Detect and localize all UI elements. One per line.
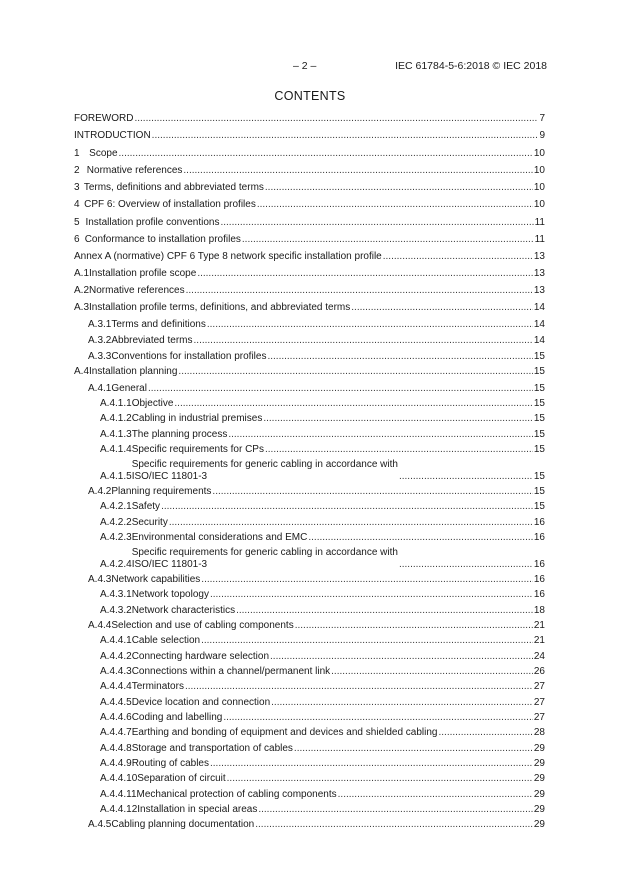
toc-entry[interactable] (74, 268, 545, 280)
toc-entry[interactable] (74, 620, 545, 632)
toc-entry-number: A.4.2.4 (100, 559, 132, 570)
toc-entry-number: A.4.4.6 (100, 712, 132, 723)
contents-title: CONTENTS (274, 89, 346, 103)
toc-entry-number: 5 (74, 217, 80, 228)
toc-entry-label: FOREWORD (74, 113, 134, 124)
toc-leader-dots (294, 743, 533, 755)
toc-entry-number: 1 (74, 148, 80, 159)
toc-entry[interactable] (74, 697, 545, 709)
toc-entry-number: A.3 (74, 302, 90, 313)
toc-leader-dots (207, 319, 533, 331)
toc-entry-number: A.4.5 (88, 819, 112, 830)
toc-leader-dots (210, 589, 533, 601)
toc-entry-page: 18 (533, 605, 545, 616)
toc-entry-page: 16 (533, 532, 545, 543)
toc-leader-dots (438, 727, 532, 739)
toc-entry[interactable] (74, 199, 545, 211)
toc-entry-number: A.3.2 (88, 335, 112, 346)
toc-entry-number: A.4.4.1 (100, 635, 132, 646)
toc-entry[interactable] (74, 459, 545, 483)
toc-entry-number: A.4.1.5 (100, 471, 132, 482)
toc-entry-label: Storage and transportation of cables (131, 743, 293, 754)
toc-entry-number: A.4.2.1 (100, 501, 132, 512)
toc-entry-page: 26 (533, 666, 545, 677)
toc-entry-page: 16 (533, 574, 545, 585)
toc-entry-label: Network capabilities (111, 574, 201, 585)
toc-entry-page: 29 (533, 758, 545, 769)
toc-leader-dots (265, 182, 533, 194)
toc-entry-page: 10 (533, 165, 545, 176)
toc-entry-number: A.4.4.7 (100, 727, 132, 738)
toc-leader-dots (331, 666, 533, 678)
toc-entry-number: A.4.1.3 (100, 429, 132, 440)
toc-entry[interactable] (74, 666, 545, 678)
toc-leader-dots (267, 351, 532, 363)
toc-entry-label: Conformance to installation profiles (84, 234, 241, 245)
toc-entry[interactable] (74, 319, 545, 331)
toc-entry-label: Installation profile conventions (85, 217, 220, 228)
toc-leader-dots (134, 113, 538, 125)
toc-entry-number: A.4.4.4 (100, 681, 132, 692)
toc-entry[interactable] (74, 335, 545, 347)
toc-entry-label: Cabling planning documentation (111, 819, 255, 830)
toc-leader-dots (383, 251, 533, 263)
toc-entry-number: A.4.3.2 (100, 605, 132, 616)
toc-entry[interactable] (74, 635, 545, 647)
toc-entry-page: 29 (533, 804, 545, 815)
toc-entry-page: 13 (533, 251, 545, 262)
toc-leader-dots (228, 429, 533, 441)
toc-entry-label: Network topology (131, 589, 209, 600)
toc-leader-dots (351, 302, 533, 314)
toc-entry-page: 15 (533, 486, 545, 497)
toc-entry-label: Terms and definitions (111, 319, 206, 330)
toc-entry-page: 14 (533, 319, 545, 330)
toc-entry[interactable] (74, 758, 545, 770)
toc-entry[interactable] (74, 444, 545, 456)
toc-entry[interactable] (74, 651, 545, 663)
toc-entry-page: 13 (533, 285, 545, 296)
toc-entry-label: Environmental considerations and EMC (131, 532, 308, 543)
toc-entry-label: Installation profile terms, definitions, and abbreviated terms (89, 302, 351, 313)
toc-entry-label-continued: ISO/IEC 11801-3 (131, 471, 208, 482)
toc-entry-page: 16 (533, 559, 545, 570)
toc-entry-label-block (132, 459, 398, 483)
toc-entry[interactable] (74, 773, 545, 785)
toc-entry-label: Installation profile scope (89, 268, 197, 279)
toc-entry-label: Terms, definitions and abbreviated terms (83, 182, 264, 193)
toc-entry-number: A.3.3 (88, 351, 112, 362)
toc-entry-page: 15 (533, 366, 545, 377)
toc-entry[interactable] (74, 351, 545, 363)
toc-entry-page: 29 (533, 819, 545, 830)
toc-entry[interactable] (74, 727, 545, 739)
toc-leader-dots (152, 130, 539, 142)
toc-entry[interactable] (74, 501, 545, 513)
toc-entry-label: Installation planning (89, 366, 178, 377)
toc-entry-label: Safety (131, 501, 161, 512)
toc-entry-number: A.4.4.2 (100, 651, 132, 662)
toc-entry-page: 27 (533, 681, 545, 692)
toc-entry-label: Normative references (86, 165, 183, 176)
toc-leader-dots (257, 199, 533, 211)
toc-leader-dots (201, 574, 533, 586)
toc-entry-number: 3 (74, 182, 80, 193)
toc-leader-dots (201, 635, 533, 647)
toc-entry-number: A.4.2.2 (100, 517, 132, 528)
toc-leader-dots (295, 620, 533, 632)
toc-leader-dots (174, 398, 532, 410)
toc-leader-dots (161, 501, 533, 513)
toc-entry-number: 2 (74, 165, 80, 176)
toc-entry-page: 15 (533, 444, 545, 455)
toc-entry-number: A.4.4.5 (100, 697, 132, 708)
toc-entry-label: Security (131, 517, 168, 528)
toc-entry-page: 10 (533, 148, 545, 159)
toc-leader-dots (148, 383, 533, 395)
toc-entry-label-block (132, 547, 398, 571)
toc-entry-page: 21 (533, 620, 545, 631)
toc-entry-page: 13 (533, 268, 545, 279)
toc-entry-number: A.4.3.1 (100, 589, 132, 600)
toc-entry-label-continued: ISO/IEC 11801-3 (131, 559, 208, 570)
toc-leader-dots (169, 517, 533, 529)
toc-entry-page: 16 (533, 589, 545, 600)
toc-entry[interactable] (74, 589, 545, 601)
toc-entry-number: A.4.1.2 (100, 413, 132, 424)
toc-entry[interactable] (74, 712, 545, 724)
toc-entry-number: A.4.4.12 (100, 804, 138, 815)
toc-entry-number: A.4.4 (88, 620, 112, 631)
toc-entry-page: 27 (533, 697, 545, 708)
toc-leader-dots (399, 559, 533, 571)
toc-entry-number: A.2 (74, 285, 90, 296)
toc-entry[interactable] (74, 486, 545, 498)
toc-entry-page: 15 (533, 501, 545, 512)
toc-entry-label: Annex A (normative) CPF 6 Type 8 network specific installation profile (74, 251, 382, 262)
toc-entry[interactable] (74, 285, 545, 297)
toc-entry-label: Device location and connection (131, 697, 271, 708)
toc-entry-label: Objective (131, 398, 174, 409)
toc-entry-label: Specific requirements for CPs (131, 444, 264, 455)
toc-entry-page: 11 (534, 217, 545, 228)
toc-entry-label: The planning process (131, 429, 228, 440)
toc-entry-page: 29 (533, 743, 545, 754)
toc-leader-dots (227, 773, 533, 785)
toc-leader-dots (271, 697, 533, 709)
toc-entry[interactable] (74, 547, 545, 571)
toc-entry[interactable] (74, 398, 545, 410)
toc-entry-number: A.4.4.10 (100, 773, 138, 784)
toc-entry-number: A.4.1.1 (100, 398, 132, 409)
toc-entry[interactable] (74, 234, 545, 246)
toc-entry-page: 14 (533, 302, 545, 313)
toc-entry-label: Mechanical protection of cabling components (136, 789, 337, 800)
toc-entry-page: 15 (533, 471, 545, 482)
toc-leader-dots (308, 532, 533, 544)
toc-entry[interactable] (74, 517, 545, 529)
toc-entry-number: A.4.4.9 (100, 758, 132, 769)
toc-entry-page: 29 (533, 773, 545, 784)
toc-leader-dots (194, 335, 533, 347)
document-identifier: IEC 61784-5-6:2018 © IEC 2018 (395, 60, 547, 72)
toc-entry-page: 15 (533, 351, 545, 362)
toc-entry-page: 27 (533, 712, 545, 723)
toc-entry-label: Coding and labelling (131, 712, 223, 723)
toc-entry[interactable] (74, 681, 545, 693)
toc-entry-label: Scope (89, 148, 118, 159)
toc-entry-label: Installation in special areas (137, 804, 258, 815)
toc-entry-label: Selection and use of cabling components (111, 620, 294, 631)
toc-entry-page: 14 (533, 335, 545, 346)
toc-entry-page: 15 (533, 398, 545, 409)
toc-leader-dots (197, 268, 533, 280)
toc-entry-page: 29 (533, 789, 545, 800)
toc-entry[interactable] (74, 605, 545, 617)
toc-leader-dots (270, 651, 533, 663)
toc-leader-dots (236, 605, 533, 617)
toc-entry[interactable] (74, 532, 545, 544)
toc-entry[interactable] (74, 429, 545, 441)
toc-entry-number: A.4.4.3 (100, 666, 132, 677)
toc-leader-dots (210, 758, 533, 770)
toc-entry[interactable] (74, 113, 545, 125)
toc-entry-label: Planning requirements (111, 486, 212, 497)
toc-leader-dots (265, 444, 533, 456)
toc-entry-label: Conventions for installation profiles (111, 351, 267, 362)
toc-entry-page: 21 (533, 635, 545, 646)
toc-leader-dots (185, 681, 533, 693)
toc-entry-label: Network characteristics (131, 605, 236, 616)
toc-leader-dots (255, 819, 533, 831)
toc-entry-number: A.4 (74, 366, 90, 377)
toc-entry-label: Normative references (89, 285, 185, 296)
toc-entry-label: Connecting hardware selection (131, 651, 270, 662)
toc-entry-page: 15 (533, 383, 545, 394)
toc-entry-page: 10 (533, 182, 545, 193)
toc-entry-number: A.4.2 (88, 486, 112, 497)
toc-entry-label: CPF 6: Overview of installation profiles (84, 199, 256, 210)
toc-entry-page: 9 (539, 130, 545, 141)
toc-entry-label: Cable selection (131, 635, 201, 646)
toc-entry[interactable] (74, 251, 545, 263)
toc-entry[interactable] (74, 302, 545, 314)
toc-entry-label: Abbreviated terms (111, 335, 193, 346)
toc-entry-label: Specific requirements for generic cabling in accordance with (131, 459, 398, 470)
toc-entry[interactable] (74, 217, 545, 229)
toc-entry[interactable] (74, 366, 545, 378)
toc-leader-dots (258, 804, 533, 816)
toc-entry-number: A.4.4.11 (100, 789, 137, 800)
toc-entry-number: A.4.4.8 (100, 743, 132, 754)
toc-entry[interactable] (74, 413, 545, 425)
toc-entry-page: 11 (534, 234, 545, 245)
toc-entry-number: A.4.1.4 (100, 444, 132, 455)
toc-entry-label: Separation of circuit (137, 773, 226, 784)
toc-entry[interactable] (74, 819, 545, 831)
toc-entry-number: A.3.1 (88, 319, 112, 330)
page-number: – 2 – (293, 60, 317, 72)
toc-entry-page: 24 (533, 651, 545, 662)
toc-entry-number: A.4.2.3 (100, 532, 132, 543)
toc-leader-dots (178, 366, 532, 378)
toc-entry[interactable] (74, 130, 545, 142)
toc-entry[interactable] (74, 804, 545, 816)
toc-entry[interactable] (74, 148, 545, 160)
toc-entry-number: A.4.1 (88, 383, 112, 394)
toc-entry-page: 15 (533, 413, 545, 424)
toc-entry-number: 4 (74, 199, 80, 210)
toc-entry-label: General (111, 383, 147, 394)
toc-entry-number: 6 (74, 234, 80, 245)
toc-leader-dots (223, 712, 533, 724)
toc-entry-number: A.1 (74, 268, 90, 279)
toc-entry[interactable] (74, 383, 545, 395)
toc-entry-page: 10 (533, 199, 545, 210)
toc-leader-dots (263, 413, 533, 425)
toc-leader-dots (183, 165, 532, 177)
toc-entry[interactable] (74, 789, 545, 801)
toc-entry-label: Terminators (131, 681, 184, 692)
toc-leader-dots (186, 285, 533, 297)
toc-entry-label: Specific requirements for generic cabling in accordance with (131, 547, 398, 558)
toc-leader-dots (119, 148, 533, 160)
toc-leader-dots (338, 789, 533, 801)
toc-entry-page: 7 (539, 113, 545, 124)
toc-entry-label: Earthing and bonding of equipment and devices and shielded cabling (131, 727, 438, 738)
toc-leader-dots (399, 471, 533, 483)
toc-entry-page: 15 (533, 429, 545, 440)
toc-entry-page: 16 (533, 517, 545, 528)
toc-entry[interactable] (74, 165, 545, 177)
toc-entry[interactable] (74, 182, 545, 194)
toc-entry-page: 28 (533, 727, 545, 738)
toc-leader-dots (212, 486, 532, 498)
toc-entry-label: Connections within a channel/permanent link (131, 666, 331, 677)
toc-entry-number: A.4.3 (88, 574, 112, 585)
page-header (0, 60, 620, 74)
toc-entry-label: Cabling in industrial premises (131, 413, 263, 424)
toc-entry-label: Routing of cables (131, 758, 209, 769)
toc-entry[interactable] (74, 574, 545, 586)
toc-leader-dots (242, 234, 534, 246)
toc-leader-dots (220, 217, 533, 229)
toc-entry[interactable] (74, 743, 545, 755)
toc-entry-label: INTRODUCTION (74, 130, 151, 141)
